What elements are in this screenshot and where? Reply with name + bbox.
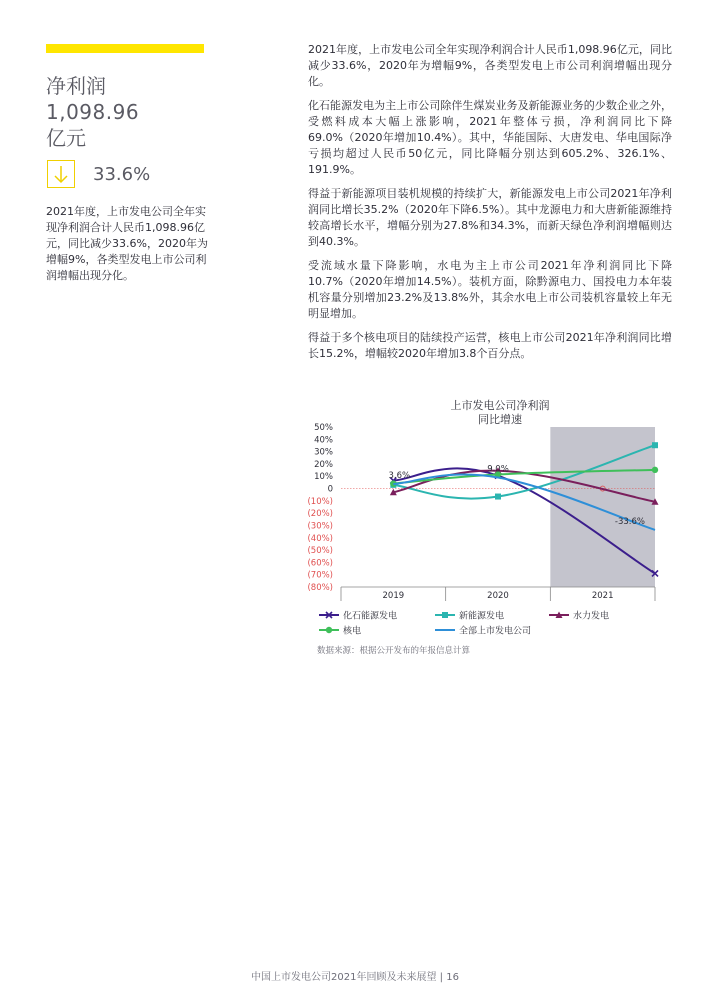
data-label: 9.0%: [487, 464, 509, 475]
body-paragraph-2: 化石能源发电为主上市公司除伴生煤炭业务及新能源业务的少数企业之外，受燃料成本大幅上涨影响，2021年整体亏损，净利润同比下降69.0%（2020年增加10.4%）。其中，华能国际、大唐发电、华电国际净亏损均超过人民币50亿元，同比降幅分别达到605.2%、326.1%、191.9%。: [308, 99, 672, 176]
legend-swatch-marker: [326, 627, 332, 633]
y-tick-label: 50%: [314, 423, 333, 433]
data-label: 3.6%: [388, 471, 411, 482]
y-tick-label: (50%): [307, 546, 333, 557]
data-label: -33.6%: [614, 516, 645, 527]
body-paragraph-4: 受流域水量下降影响，水电为主上市公司2021年净利润同比下降10.7%（2020年增加14.5%）。装机方面，除黔源电力、国投电力本年装机容量分别增加23.2%及13.8%外，其余水电上市公司装机容量较上年无明显增加。: [308, 259, 672, 320]
legend-label: 全部上市发电公司: [459, 626, 532, 637]
legend-label: 化石能源发电: [343, 611, 398, 622]
x-tick-label: 2019: [382, 591, 405, 601]
summary-text: 2021年度，上市发电公司全年实现净利润合计人民币1,098.96亿元，同比减少33.6%，2020年为增幅9%，各类型发电上市公司利润增幅出现分化。: [46, 205, 208, 282]
chart-title: 上市发电公司净利润: [450, 399, 550, 412]
chart-source: 数据来源：根据公开发布的年报信息计算: [317, 646, 471, 656]
body-paragraph-5: 得益于多个核电项目的陆续投产运营，核电上市公司2021年净利润同比增长15.2%，增幅较2020年增加3.8个百分点。: [308, 331, 672, 360]
series-1-point-2: [652, 442, 658, 448]
y-tick-label: (70%): [307, 570, 333, 581]
legend-label: 新能源发电: [459, 611, 505, 622]
body-column: [308, 42, 672, 370]
y-tick-label: (10%): [307, 496, 333, 507]
page-footer: 中国上市发电公司2021年回顾及未来展望 | 16: [251, 972, 459, 983]
body-paragraph-3: 得益于新能源项目装机规模的持续扩大，新能源发电上市公司2021年净利润同比增长35.2%（2020年下降6.5%）。其中龙源电力和大唐新能源维持较高增长水平，增幅分别为27.8%和34.3%，而新天绿色净利润增幅则达到40.3%。: [308, 187, 672, 248]
y-tick-label: 30%: [314, 447, 333, 458]
chart-subtitle: 同比增速: [478, 413, 522, 426]
legend-label: 核电: [343, 626, 362, 637]
y-tick-label: 0: [327, 484, 333, 495]
y-tick-label: (80%): [307, 583, 333, 593]
x-tick-label: 2020: [487, 591, 509, 601]
y-tick-label: (60%): [307, 558, 333, 569]
y-tick-label: 10%: [314, 472, 333, 483]
y-tick-label: 40%: [314, 435, 333, 446]
legend-swatch-marker: [442, 612, 448, 618]
metric-unit: 亿元: [46, 126, 86, 150]
accent-bar: [46, 44, 204, 53]
y-tick-label: 20%: [314, 459, 333, 470]
x-tick-label: 2021: [591, 591, 614, 601]
series-3-point-2: [652, 467, 658, 473]
down-arrow-icon: [47, 160, 75, 188]
y-tick-label: (40%): [307, 533, 333, 544]
chart-svg: [305, 395, 675, 665]
body-paragraph-1: 2021年度，上市发电公司全年实现净利润合计人民币1,098.96亿元，同比减少33.6%，2020年为增幅9%，各类型发电上市公司利润增幅出现分化。: [308, 43, 672, 88]
series-1-point-1: [495, 494, 501, 500]
metric-value: 1,098.96: [46, 100, 140, 124]
legend-label: 水力发电: [573, 611, 610, 622]
y-tick-label: (30%): [307, 521, 333, 532]
metric-change: 33.6%: [93, 164, 151, 185]
profit-growth-chart: [305, 395, 675, 665]
metric-title: 净利润: [46, 74, 106, 98]
y-tick-label: (20%): [307, 509, 333, 520]
